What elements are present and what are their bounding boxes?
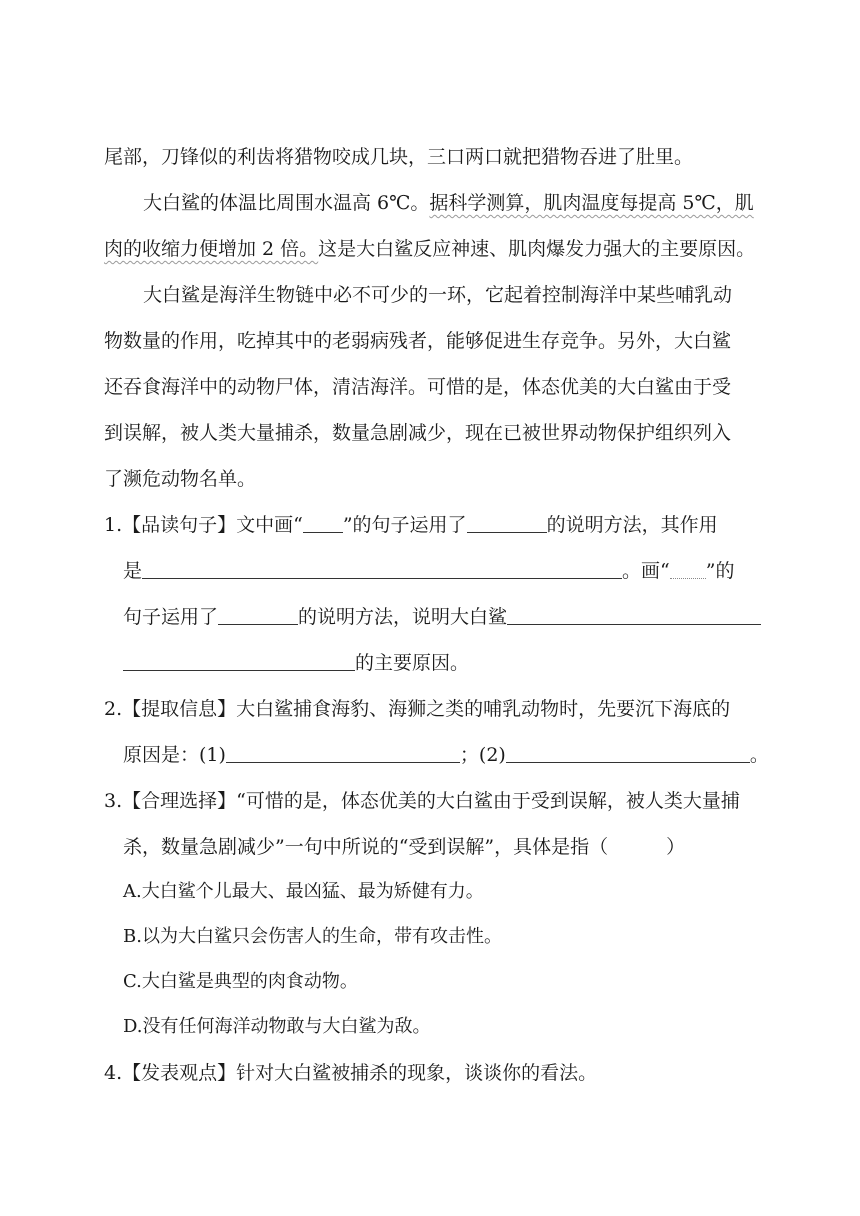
question-3-line-2 (123, 835, 685, 859)
option-a[interactable]: A.大白鲨个儿最大、最凶猛、最为矫健有力。 (123, 881, 484, 902)
passage-line: 了濒危动物名单。 (104, 468, 257, 490)
answer-blank[interactable] (467, 514, 547, 533)
option-c[interactable]: C.大白鲨是典型的肉食动物。 (123, 971, 358, 992)
straight-line-marker (303, 514, 343, 533)
question-text: 1.【品读句子】文中画“ (104, 514, 303, 536)
passage-line: 尾部，刀锋似的利齿将猎物咬成几块，三口两口就把猎物吞进了肚里。 (104, 146, 694, 168)
option-b[interactable]: B.以为大白鲨只会伤害人的生命，带有攻击性。 (123, 926, 502, 947)
passage-paragraph-body-temperature (143, 191, 754, 215)
passage-sentence: 大白鲨的体温比周围水温高 6℃。 (143, 192, 430, 214)
question-text: 的说明方法，其作用 (546, 514, 718, 536)
wavy-line-marker (670, 562, 706, 579)
question-3: 3.【合理选择】“可惜的是，体态优美的大白鲨由于受到误解，被人类大量捕 (104, 790, 740, 812)
question-text: 句子运用了 (123, 606, 219, 628)
question-text: 是 (123, 560, 143, 582)
question-text: 杀，数量急剧减少”一句中所说的“受到误解”，具体是指（ (123, 836, 609, 858)
passage-line: 物数量的作用，吃掉其中的老弱病残者，能够促进生存竞争。另外，大白鲨 (104, 330, 732, 352)
question-text: ） (666, 836, 686, 858)
passage-sentence: 这是大白鲨反应神速、肌肉爆发力强大的主要原因。 (318, 238, 756, 260)
wavy-underlined-sentence: 肉的收缩力便增加 2 倍。 (104, 238, 319, 260)
wavy-underlined-sentence: 据科学测算，肌肉温度每提高 5℃，肌 (429, 192, 754, 214)
passage-line: 到误解，被人类大量捕杀，数量急剧减少，现在已被世界动物保护组织列入 (104, 422, 732, 444)
question-1 (104, 513, 718, 537)
question-text: 。画“ (622, 560, 670, 582)
question-1-line-4 (123, 651, 469, 675)
question-2-line-2 (123, 743, 769, 767)
question-text: ”的句子运用了 (342, 514, 467, 536)
question-text: ”的 (705, 560, 735, 582)
answer-blank[interactable] (218, 606, 298, 625)
answer-blank[interactable] (226, 744, 460, 763)
option-d[interactable]: D.没有任何海洋动物敢与大白鲨为敌。 (123, 1016, 431, 1037)
question-text: 的说明方法，说明大白鲨 (298, 606, 508, 628)
answer-blank[interactable] (507, 606, 761, 625)
passage-line: 大白鲨是海洋生物链中必不可少的一环，它起着控制海洋中某些哺乳动 (143, 284, 733, 306)
question-text: ；(2) (459, 744, 506, 766)
passage-line: 还吞食海洋中的动物尸体，清洁海洋。可惜的是，体态优美的大白鲨由于受 (104, 376, 732, 398)
question-2: 2.【提取信息】大白鲨捕食海豹、海狮之类的哺乳动物时，先要沉下海底的 (104, 698, 731, 720)
answer-blank[interactable] (123, 652, 355, 671)
question-text: 。 (749, 744, 769, 766)
answer-blank[interactable] (506, 744, 750, 763)
passage-line (104, 237, 755, 261)
answer-blank[interactable] (142, 560, 622, 579)
question-text: 原因是：(1) (123, 744, 226, 766)
question-4: 4.【发表观点】针对大白鲨被捕杀的现象，谈谈你的看法。 (104, 1062, 598, 1084)
question-1-line-2 (123, 559, 734, 583)
question-text: 的主要原因。 (355, 652, 470, 674)
question-1-line-3 (123, 605, 761, 629)
